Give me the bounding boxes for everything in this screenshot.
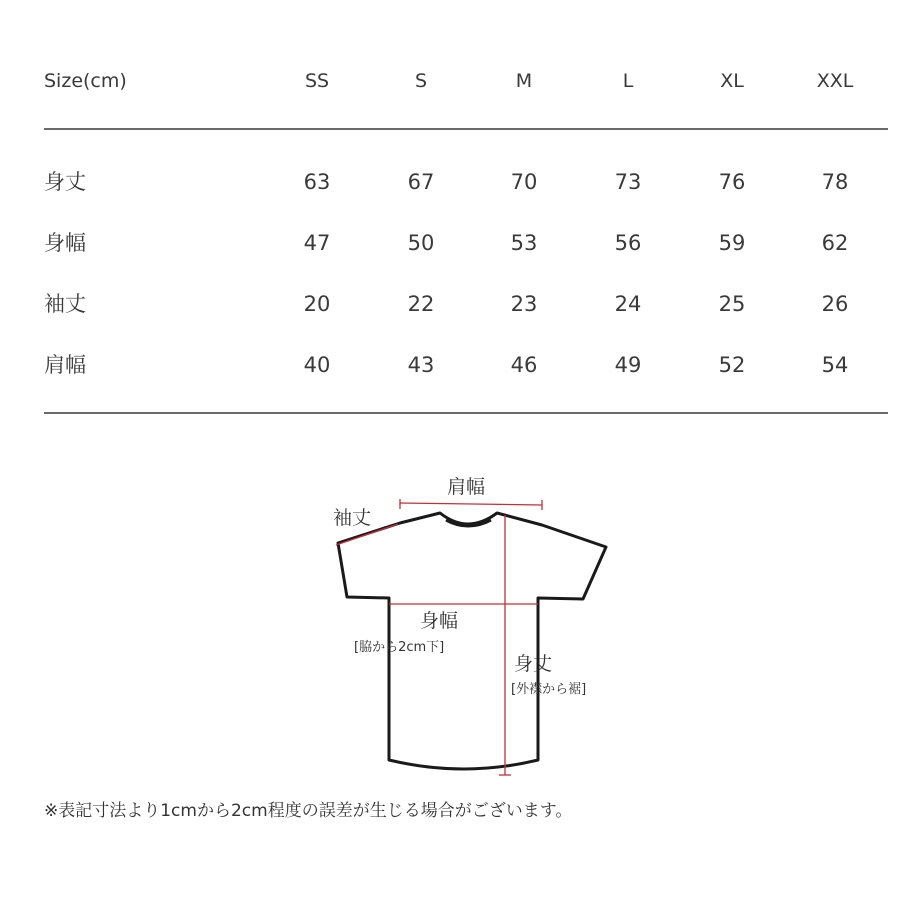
row-label: 肩幅 [44,353,86,377]
table-cell: 56 [614,231,642,255]
tolerance-note: ※表記寸法より1cmから2cm程度の誤差が生じる場合がございます。 [44,801,573,821]
length-label: 身丈 [514,653,553,675]
shoulder-measure-line [400,503,542,505]
chest-label: 身幅 [420,610,459,632]
row-label: 身幅 [44,231,86,255]
table-cell: 76 [718,170,746,194]
table-cell: 70 [510,170,538,194]
header-size-s: S [414,70,428,92]
table-cell: 20 [303,292,331,316]
row-label: 袖丈 [44,292,86,316]
header-size-ss: SS [304,70,330,92]
table-cell: 67 [407,170,435,194]
header-size-xl: XL [720,70,744,92]
sleeve-label: 袖丈 [333,507,372,529]
table-cell: 24 [614,292,642,316]
table-cell: 62 [821,231,849,255]
row-label: 身丈 [44,170,86,194]
table-cell: 23 [510,292,538,316]
table-cell: 78 [821,170,849,194]
table-cell: 52 [718,353,746,377]
length-note: [外襟から裾] [511,682,587,697]
header-size-m: M [515,70,533,92]
table-cell: 63 [303,170,331,194]
table-cell: 53 [510,231,538,255]
header-size-label: Size(cm) [44,70,127,92]
table-cell: 46 [510,353,538,377]
table-cell: 22 [407,292,435,316]
table-cell: 73 [614,170,642,194]
chest-note: [脇から2cm下] [354,640,445,655]
table-cell: 54 [821,353,849,377]
table-cell: 59 [718,231,746,255]
table-cell: 50 [407,231,435,255]
table-cell: 43 [407,353,435,377]
shoulder-label: 肩幅 [447,476,486,498]
table-cell: 40 [303,353,331,377]
table-cell: 47 [303,231,331,255]
table-cell: 49 [614,353,642,377]
table-cell: 25 [718,292,746,316]
header-size-xxl: XXL [816,70,854,92]
table-cell: 26 [821,292,849,316]
header-size-l: L [622,70,634,92]
